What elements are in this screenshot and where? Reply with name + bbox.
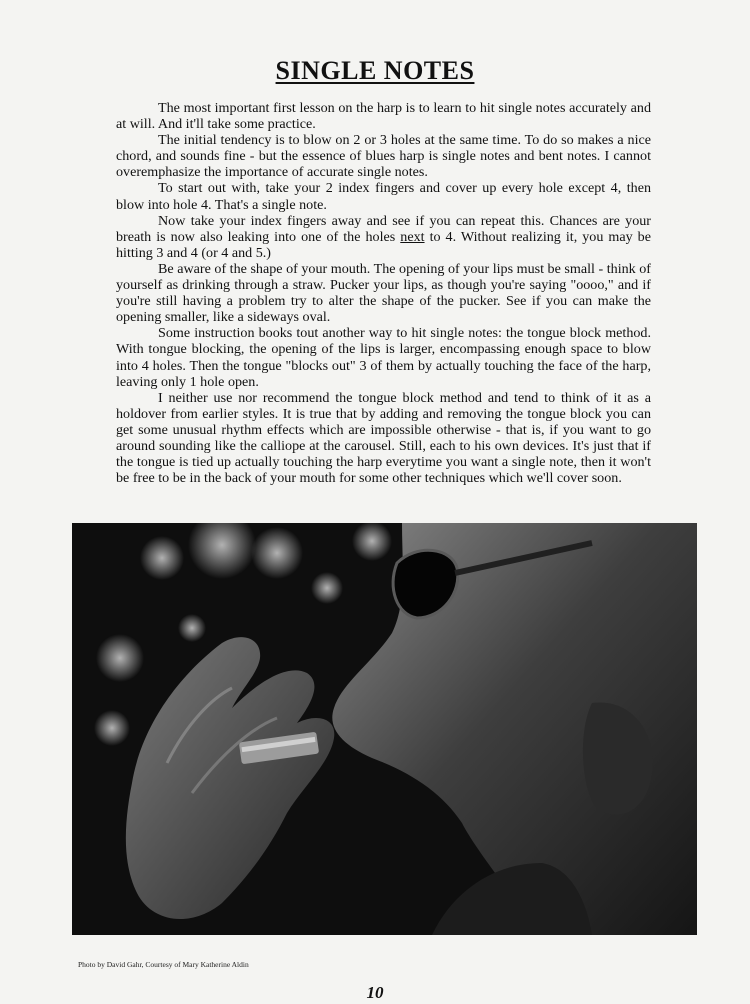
paragraph-recommendation: I neither use nor recommend the tongue block method and tend to think of it as a holdover from earlier styles. It is true that by adding and removing the tongue block you can get some unusual rhythm effects which are impossible otherwise - that is, if you want to go around sounding like the calliope at the carousel. Still, each to his own devices. It's just that if the tongue is tied up actually touching the harp everytime you want a single note, then it won't be free to be in the back of your mouth for some other techniques which we'll cover soon. [116,389,651,487]
photo-credit: Photo by David Gahr, Courtesy of Mary Katherine Aldin [78,960,249,969]
underlined-word: next [400,228,425,245]
paragraph-tendency: The initial tendency is to blow on 2 or 3 holes at the same time. To do so makes a nice chord, and sounds fine - but the essence of blues harp is single notes and bent notes. I cannot overemphasize the importance of accurate single notes. [116,132,651,181]
paragraph-tongue-block: Some instruction books tout another way to hit single notes: the tongue block method. With tongue blocking, the opening of the lips is larger, encompassing enough space to blow into 4 holes. Then the tongue "blocks out" 3 of them by actually touching the face of the harp, leaving only 1 hole open. [116,325,651,390]
page-title: SINGLE NOTES [275,56,475,85]
paragraph-mouth-shape: Be aware of the shape of your mouth. The opening of your lips must be small - think of yourself as drinking through a straw. Pucker your lips, as though you're saying "oooo," and if you're still having a problem try to alter the shape of the pucker. See if you can make the opening smaller, like a sideways oval. [116,260,651,326]
paragraph-intro: The most important first lesson on the harp is to learn to hit single notes accurately and at will. And it'll take some practice. [116,100,651,133]
paragraph-repeat-a: Now take your index fingers away and see if you can repeat this. Chances are your breath is now also leaking into one of the holes [116,212,651,245]
paragraph-repeat [116,213,651,261]
paragraph-start: To start out with, take your 2 index fingers and cover up every hole except 4, then blow into hole 4. That's a single note. [116,180,651,213]
page-number: 10 [366,983,384,1002]
photo-illustration [72,523,697,935]
body-text [116,100,651,486]
harmonica-player-photo [72,523,697,935]
paragraph-repeat-b: to 4. Without realizing it, you may be hitting 3 and 4 (or 4 and 5.) [116,228,651,261]
